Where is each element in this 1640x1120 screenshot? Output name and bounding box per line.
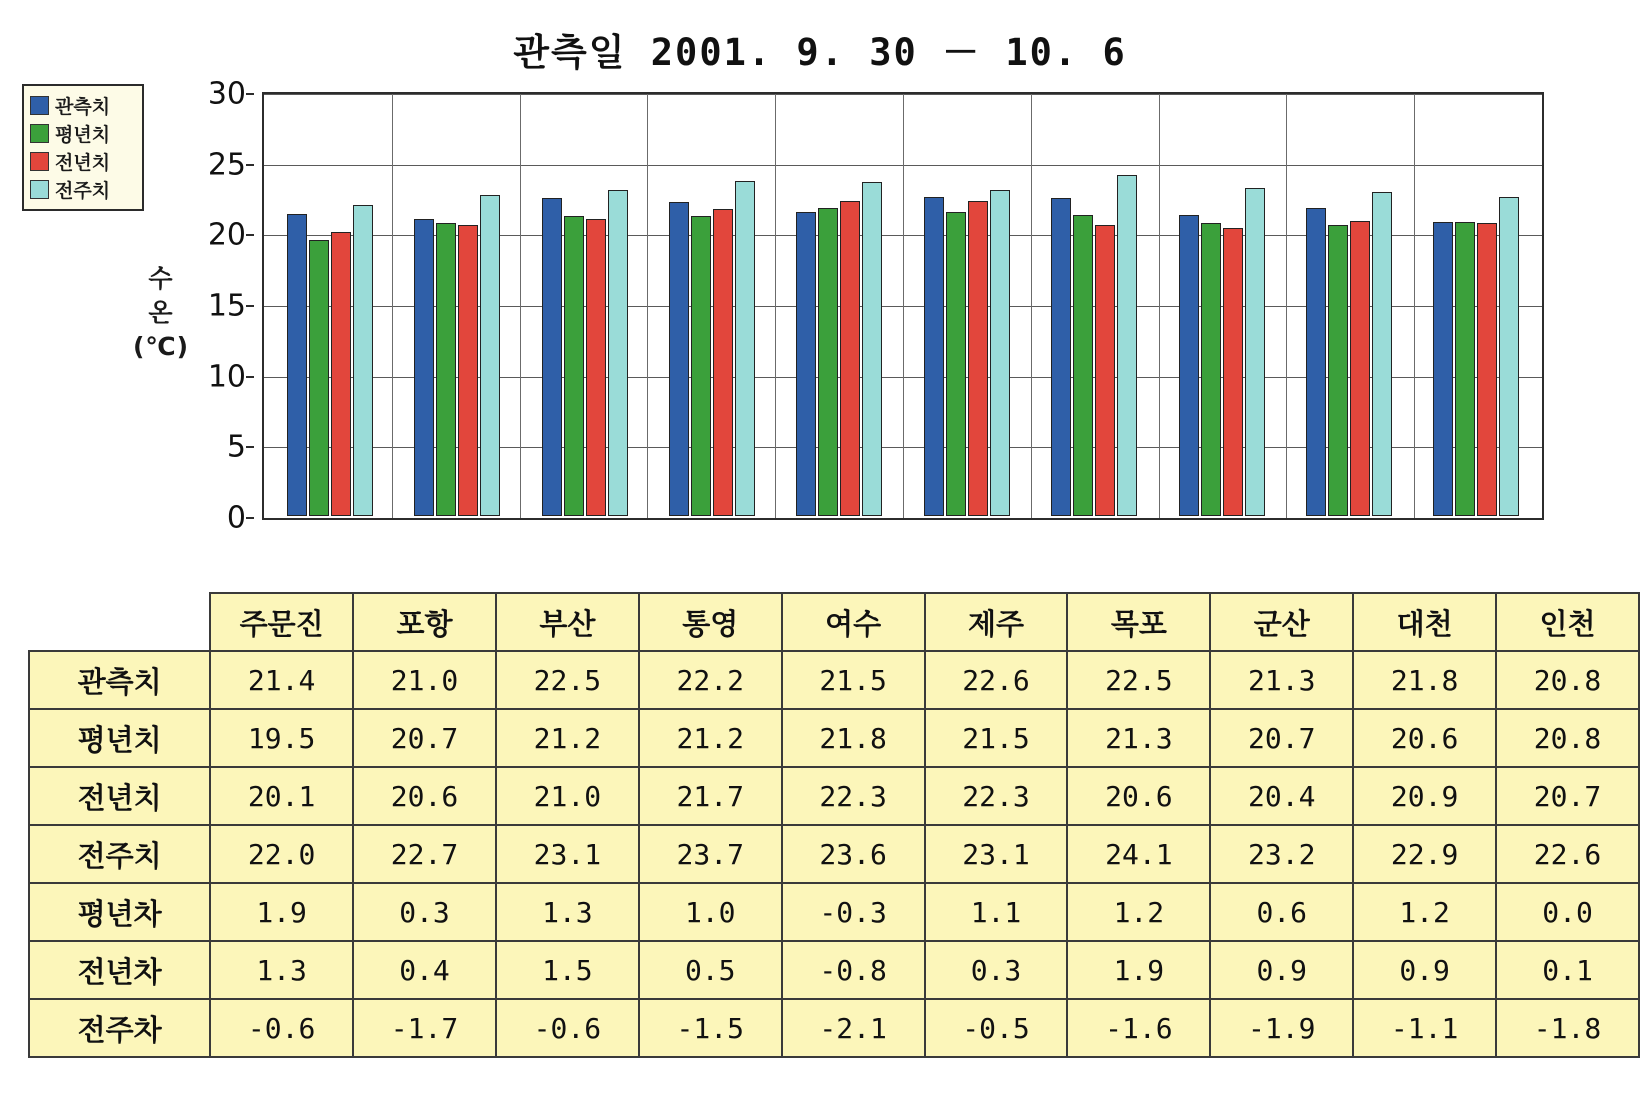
table-cell: 20.6: [1067, 767, 1210, 825]
table-cell: 20.4: [1210, 767, 1353, 825]
y-tick-label: 20: [207, 217, 246, 253]
table-cell: 0.4: [353, 941, 496, 999]
table-cell: -1.6: [1067, 999, 1210, 1057]
y-tick-label: 10: [207, 359, 246, 395]
y-tick-mark: [246, 376, 254, 378]
table-cell: 22.0: [210, 825, 353, 883]
table-cell: 20.7: [1210, 709, 1353, 767]
chart-bar: [1051, 198, 1071, 516]
chart-bar: [458, 225, 478, 516]
table-cell: 20.8: [1496, 651, 1639, 709]
table-cell: 22.5: [1067, 651, 1210, 709]
table-cell: 21.0: [353, 651, 496, 709]
table-column-header: 목포: [1067, 593, 1210, 651]
chart-bar: [691, 216, 711, 516]
table-row: [29, 941, 1639, 999]
table-cell: 1.2: [1353, 883, 1496, 941]
table-header-row: [29, 593, 1639, 651]
table-cell: 21.3: [1067, 709, 1210, 767]
table-cell: 0.9: [1210, 941, 1353, 999]
chart-bar: [1223, 228, 1243, 516]
chart-bar-groups: [266, 96, 1540, 516]
y-axis-label-line3: (℃): [132, 332, 190, 361]
table-body: [29, 651, 1639, 1057]
table-cell: 1.2: [1067, 883, 1210, 941]
chart-bar: [608, 190, 628, 516]
table-cell: 20.6: [353, 767, 496, 825]
chart-bar: [669, 202, 689, 516]
table-cell: 0.9: [1353, 941, 1496, 999]
table-cell: 21.5: [782, 651, 925, 709]
y-tick-label: 5: [226, 429, 246, 465]
table-cell: 20.8: [1496, 709, 1639, 767]
chart-bar: [924, 197, 944, 516]
table-cell: 23.7: [639, 825, 782, 883]
y-tick-label: 30: [207, 76, 246, 112]
table-cell: 0.1: [1496, 941, 1639, 999]
y-tick-label: 15: [207, 288, 246, 324]
table-cell: -1.9: [1210, 999, 1353, 1057]
chart-bar: [1201, 223, 1221, 516]
table-cell: 23.2: [1210, 825, 1353, 883]
table-row: [29, 709, 1639, 767]
chart-bar: [586, 219, 606, 516]
legend-item-label: 전주치: [55, 179, 111, 202]
chart-bar: [1372, 192, 1392, 516]
table-cell: 19.5: [210, 709, 353, 767]
bar-group: [903, 96, 1030, 516]
chart-bar: [480, 195, 500, 516]
legend-swatch-icon: [30, 96, 49, 115]
table-column-header: 주문진: [210, 593, 353, 651]
chart-bar: [1306, 208, 1326, 516]
chart-bar: [968, 201, 988, 516]
table-corner-cell: [29, 593, 210, 651]
chart-bar: [414, 219, 434, 516]
bar-group: [521, 96, 648, 516]
table-cell: 21.2: [639, 709, 782, 767]
table-cell: 20.7: [353, 709, 496, 767]
chart-bar: [1455, 222, 1475, 516]
bar-group: [648, 96, 775, 516]
table-column-header: 군산: [1210, 593, 1353, 651]
table-cell: 22.9: [1353, 825, 1496, 883]
chart-bar: [331, 232, 351, 516]
table-cell: -1.8: [1496, 999, 1639, 1057]
table-row: [29, 651, 1639, 709]
table-cell: 1.3: [496, 883, 639, 941]
table-row: [29, 999, 1639, 1057]
chart-bar: [713, 209, 733, 516]
chart-bar: [1350, 221, 1370, 516]
chart-bar: [1245, 188, 1265, 516]
chart-title: 관측일 2001. 9. 30 － 10. 6: [513, 31, 1127, 74]
bar-group: [1030, 96, 1157, 516]
table-cell: 23.1: [496, 825, 639, 883]
table-cell: 1.3: [210, 941, 353, 999]
table-cell: 22.5: [496, 651, 639, 709]
table-row-header: 관측치: [29, 651, 210, 709]
table-cell: -1.5: [639, 999, 782, 1057]
legend-item: [30, 91, 136, 119]
table-cell: 1.0: [639, 883, 782, 941]
table-cell: 0.5: [639, 941, 782, 999]
chart-bar: [1477, 223, 1497, 516]
y-tick-label: 0: [226, 500, 246, 536]
table-cell: 22.6: [925, 651, 1068, 709]
table-cell: 21.8: [782, 709, 925, 767]
y-tick-mark: [246, 305, 254, 307]
table-cell: 0.3: [925, 941, 1068, 999]
legend-item-label: 관측치: [55, 95, 111, 118]
table-row-header: 전년차: [29, 941, 210, 999]
table-cell: 24.1: [1067, 825, 1210, 883]
table-cell: -1.1: [1353, 999, 1496, 1057]
bar-group: [266, 96, 393, 516]
table-cell: 22.7: [353, 825, 496, 883]
y-axis-label-line1: 수: [148, 264, 174, 293]
chart-bar: [436, 223, 456, 516]
table-column-header: 통영: [639, 593, 782, 651]
chart-bar: [353, 205, 373, 516]
chart-bar: [1179, 215, 1199, 516]
table-cell: 23.6: [782, 825, 925, 883]
table-column-header: 제주: [925, 593, 1068, 651]
legend-swatch-icon: [30, 180, 49, 199]
table-row: [29, 767, 1639, 825]
table-cell: -1.7: [353, 999, 496, 1057]
table-row-header: 전주차: [29, 999, 210, 1057]
y-tick-mark: [246, 164, 254, 166]
table-cell: 21.4: [210, 651, 353, 709]
y-axis-ticks: [196, 76, 254, 536]
table-cell: 1.5: [496, 941, 639, 999]
chart-bar: [1499, 197, 1519, 516]
chart-bar: [287, 214, 307, 516]
chart-plot-area: [262, 92, 1544, 520]
table-cell: -0.3: [782, 883, 925, 941]
table-cell: 21.7: [639, 767, 782, 825]
legend-swatch-icon: [30, 124, 49, 143]
chart-bar: [564, 216, 584, 516]
y-tick-mark: [246, 234, 254, 236]
chart-bar: [862, 182, 882, 516]
chart-bar: [796, 212, 816, 516]
table-row-header: 전년치: [29, 767, 210, 825]
table-cell: 20.6: [1353, 709, 1496, 767]
chart-bar: [1095, 225, 1115, 516]
data-table: [28, 592, 1640, 1058]
y-axis-label-line2: 온: [148, 298, 174, 327]
chart-bar: [818, 208, 838, 516]
legend-swatch-icon: [30, 152, 49, 171]
table-cell: 1.1: [925, 883, 1068, 941]
table-cell: 0.0: [1496, 883, 1639, 941]
legend-item: [30, 119, 136, 147]
table-cell: 23.1: [925, 825, 1068, 883]
bar-group: [393, 96, 520, 516]
chart-bar: [1433, 222, 1453, 516]
chart-bar: [1073, 215, 1093, 516]
table-cell: -0.5: [925, 999, 1068, 1057]
bar-group: [1158, 96, 1285, 516]
table-cell: 22.6: [1496, 825, 1639, 883]
chart-bar: [542, 198, 562, 516]
chart-bar: [990, 190, 1010, 516]
y-tick-mark: [246, 517, 254, 519]
y-tick-label: 25: [207, 147, 246, 183]
chart-bar: [1117, 175, 1137, 516]
table-cell: 0.6: [1210, 883, 1353, 941]
legend-item-label: 평년치: [55, 123, 111, 146]
table-column-header: 여수: [782, 593, 925, 651]
legend-item-label: 전년치: [55, 151, 111, 174]
legend-item: [30, 147, 136, 175]
table-cell: 22.2: [639, 651, 782, 709]
table-row: [29, 883, 1639, 941]
table-column-header: 포항: [353, 593, 496, 651]
y-tick-mark: [246, 93, 254, 95]
table-cell: 20.1: [210, 767, 353, 825]
legend-item: [30, 175, 136, 203]
table-cell: 21.8: [1353, 651, 1496, 709]
table-row-header: 전주치: [29, 825, 210, 883]
table-cell: -2.1: [782, 999, 925, 1057]
bar-group: [1413, 96, 1540, 516]
chart-legend: [22, 84, 144, 211]
chart-bar: [1328, 225, 1348, 516]
table-cell: -0.8: [782, 941, 925, 999]
table-cell: 22.3: [925, 767, 1068, 825]
table-cell: 21.2: [496, 709, 639, 767]
table-cell: 22.3: [782, 767, 925, 825]
table-row: [29, 825, 1639, 883]
table-column-header: 부산: [496, 593, 639, 651]
table-row-header: 평년차: [29, 883, 210, 941]
table-cell: 21.3: [1210, 651, 1353, 709]
table-column-header: 인천: [1496, 593, 1639, 651]
chart-bar: [735, 181, 755, 516]
bar-group: [1285, 96, 1412, 516]
table-cell: -0.6: [210, 999, 353, 1057]
table-cell: 21.5: [925, 709, 1068, 767]
table-cell: -0.6: [496, 999, 639, 1057]
chart-bar: [946, 212, 966, 516]
table-cell: 21.0: [496, 767, 639, 825]
table-cell: 1.9: [210, 883, 353, 941]
table-cell: 1.9: [1067, 941, 1210, 999]
y-axis-label: [118, 262, 204, 364]
table-cell: 20.9: [1353, 767, 1496, 825]
table-cell: 0.3: [353, 883, 496, 941]
chart-bar: [840, 201, 860, 516]
table-row-header: 평년치: [29, 709, 210, 767]
table-cell: 20.7: [1496, 767, 1639, 825]
table-column-header: 대천: [1353, 593, 1496, 651]
y-tick-mark: [246, 446, 254, 448]
chart-bar: [309, 240, 329, 516]
bar-group: [776, 96, 903, 516]
